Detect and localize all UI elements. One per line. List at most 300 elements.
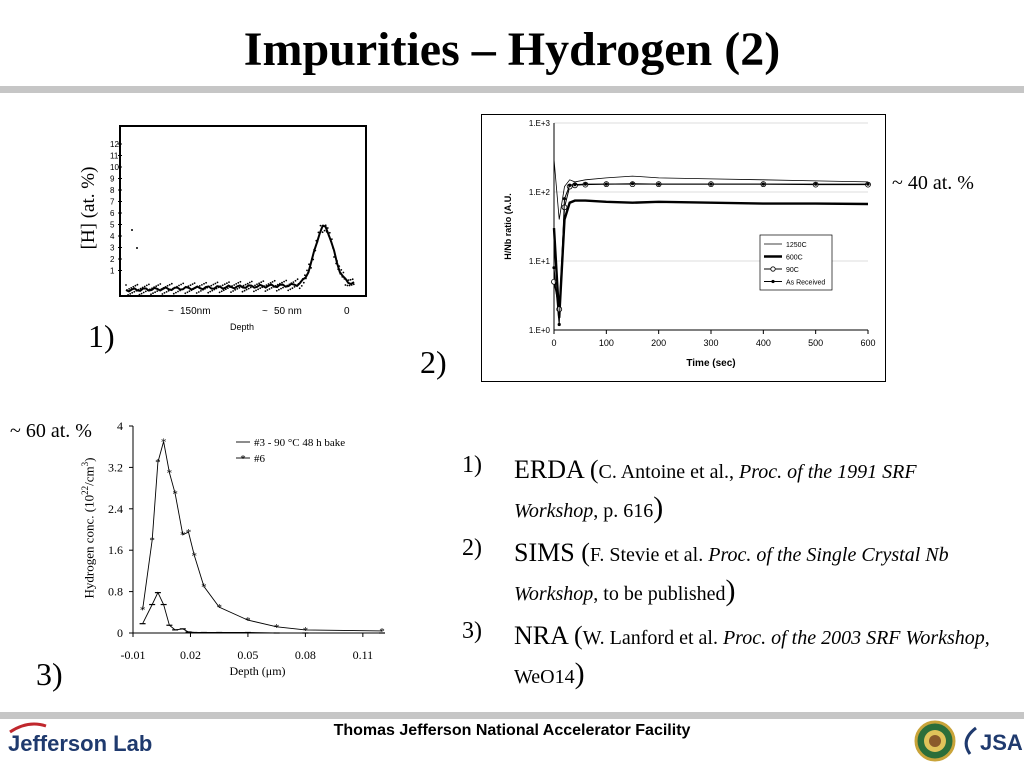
figure-1-data-point [275, 285, 277, 287]
figure-1-data-point [219, 292, 221, 294]
figure-1-data-point [143, 292, 145, 294]
figure-1-data-point [175, 292, 177, 294]
figure-1-data-point [204, 288, 206, 290]
reference-number: 3) [462, 618, 482, 644]
figure-1-data-point [265, 290, 267, 292]
figure-1-annot-left-text: 150nm [180, 306, 211, 317]
figure-1-data-point [236, 288, 238, 290]
figure-1-data-point [183, 288, 185, 290]
figure-2-x-tick-label: 300 [703, 338, 719, 348]
figure-1-data-point [136, 247, 138, 249]
figure-3-note: ~ 60 at. % [10, 420, 92, 442]
figure-1-data-point [267, 289, 269, 291]
figure-1-data-point [198, 291, 200, 293]
figure-1-data-point [145, 291, 147, 293]
figure-1-data-point [141, 293, 143, 295]
figure-1-data-point [332, 247, 334, 249]
figure-1-data-point [311, 257, 313, 259]
figure-1-data-point [230, 291, 232, 293]
figure-1-data-point [327, 227, 329, 229]
figure-2-legend-marker [771, 280, 774, 283]
figure-1-data-point [295, 280, 297, 282]
figure-2-x-tick-label: 500 [808, 338, 824, 348]
figure-1-data-point [173, 293, 175, 295]
jsa-logo [962, 722, 1023, 755]
figure-1-data-point [352, 278, 354, 280]
figure-3-legend-label: #3 - 90 °C 48 h bake [254, 437, 346, 449]
figure-1-data-point [170, 289, 172, 291]
figure-1-data-point [189, 290, 191, 292]
figure-1-data-point [129, 293, 131, 295]
jefferson-lab-swoosh-icon [8, 722, 48, 734]
figure-1-data-point [200, 290, 202, 292]
figure-3-number: 3) [36, 656, 63, 692]
figure-3-ylabel-sup1: 22 [80, 485, 90, 495]
figure-1-y-tick-label: 3 [110, 243, 115, 253]
figure-3-ylabel-sup2: 3 [80, 461, 90, 467]
figure-1-data-point [152, 292, 154, 294]
figure-1-data-point [164, 292, 166, 294]
figure-1-data-point [232, 290, 234, 292]
figure-1-data-point [211, 290, 213, 292]
figure-2-data-point [631, 182, 634, 185]
figure-1-y-tick-label: 12 [110, 140, 119, 149]
figure-2-xlabel: Time (sec) [686, 358, 736, 369]
figure-1-data-point [225, 288, 227, 290]
jefferson-lab-wordmark: Jefferson Lab [8, 731, 153, 756]
figure-2-data-point [552, 266, 555, 269]
figure-1-data-point [251, 281, 253, 283]
jsa-swoosh-icon [960, 726, 980, 756]
figure-1-data-point [137, 284, 139, 286]
figure-1-data-point [321, 228, 323, 230]
reference-item [462, 452, 1002, 529]
figure-1-data-point [150, 293, 152, 295]
figure-1-data-point [188, 285, 190, 287]
figure-1-data-point [259, 287, 261, 289]
reference-authors: W. Lanford et al. [582, 627, 723, 649]
figure-1-data-point [235, 283, 237, 285]
figure-1-data-point [192, 283, 194, 285]
figure-1-data-point [131, 292, 133, 294]
figure-1-data-point [168, 290, 170, 292]
figure-1-data-point [286, 285, 288, 287]
figure-1-data-point [179, 290, 181, 292]
reference-item [462, 535, 1002, 612]
figure-1-data-point [196, 292, 198, 294]
figure-1-data-point [252, 286, 254, 288]
figure-1-annot-mid-tilde: ~ [262, 306, 268, 317]
figure-1-data-point [305, 278, 307, 280]
figure-3-data-point: * [180, 529, 186, 542]
figure-3-ylabel-mid: /cm [81, 466, 97, 486]
figure-1-data-point [213, 284, 215, 286]
figure-1-data-point [244, 290, 246, 292]
figure-1-data-point [339, 273, 341, 275]
figure-2-note: ~ 40 at. % [892, 172, 974, 194]
figure-1-data-point [330, 240, 332, 242]
reference-authors: F. Stevie et al. [589, 544, 709, 566]
figure-1-data-point [125, 284, 127, 286]
figure-1-data-point [281, 282, 283, 284]
figure-1-data-point [319, 233, 321, 235]
figure-1-data-point [285, 280, 287, 282]
figure-1-data-point [262, 280, 264, 282]
figure-3-data-point: * [379, 625, 385, 638]
reference-close: ) [725, 574, 736, 607]
figure-1-data-point [299, 287, 301, 289]
figure-1-data-point [300, 281, 302, 283]
figure-2-x-tick-label: 200 [651, 338, 667, 348]
figure-1-annot-zero: 0 [344, 306, 350, 317]
figure-1-y-tick-label: 11 [110, 151, 119, 161]
figure-1-data-point [149, 288, 151, 290]
figure-2-ylabel: H/Nb ratio (A.U. [503, 193, 513, 260]
figure-3-data-point: * [160, 436, 167, 449]
figure-1-data-point [142, 287, 144, 289]
figure-1-data-point [250, 287, 252, 289]
figure-1-erda-plot [76, 118, 376, 338]
figure-1-data-point [140, 288, 142, 290]
figure-1-data-point [278, 289, 280, 291]
figure-1-data-point [136, 290, 138, 292]
figure-1-data-point [293, 281, 295, 283]
figure-3-data-point: * [172, 488, 178, 501]
figure-1-data-point [254, 285, 256, 287]
reference-tail: , p. 616 [593, 500, 654, 522]
figure-1-data-point [315, 240, 317, 242]
figure-2-y-tick-label: 1.E+1 [528, 257, 550, 266]
figure-1-data-point [306, 270, 308, 272]
figure-1-data-point [138, 289, 140, 291]
figure-1-data-point [280, 288, 282, 290]
figure-1-data-point [253, 291, 255, 293]
figure-1-data-point [237, 282, 239, 284]
figure-1-data-point [309, 265, 311, 267]
figure-1-y-tick-label: 1 [110, 266, 115, 276]
figure-1-data-point [217, 282, 219, 284]
figure-2-data-point [605, 183, 608, 186]
figure-1-data-point [214, 289, 216, 291]
figure-1-data-point [216, 288, 218, 290]
figure-1-data-point [231, 285, 233, 287]
figure-3-data-point: * [245, 615, 251, 628]
figure-2-number: 2) [420, 344, 447, 380]
figure-1-data-point [193, 288, 195, 290]
figure-3-data-point: * [149, 534, 155, 547]
figure-1-data-point [163, 287, 165, 289]
figure-2-data-point [866, 183, 869, 186]
figure-1-data-point [215, 283, 217, 285]
figure-1-data-point [271, 287, 273, 289]
figure-3-data-point: * [139, 604, 146, 617]
figure-1-data-point [272, 281, 274, 283]
figure-1-data-point [320, 225, 322, 227]
figure-2-sims-chart [481, 114, 885, 382]
figure-1-data-point [335, 263, 337, 265]
reference-close: ) [574, 657, 585, 690]
figure-1-data-point [146, 285, 148, 287]
figure-1-data-point [180, 284, 182, 286]
figure-1-data-point [273, 286, 275, 288]
figure-1-data-point [310, 267, 312, 269]
reference-method: SIMS ( [514, 538, 590, 567]
figure-2-x-tick-label: 400 [755, 338, 771, 348]
figure-1-data-point [255, 290, 257, 292]
figure-2-data-point [558, 323, 561, 326]
figure-1-data-point [326, 231, 328, 233]
reference-list [462, 452, 1002, 701]
figure-1-data-point [190, 284, 192, 286]
reference-text [514, 452, 1002, 529]
slide-title: Impurities – Hydrogen (2) [243, 23, 781, 76]
figure-1-data-point [181, 289, 183, 291]
figure-1-data-point [297, 278, 299, 280]
figure-1-data-point [165, 286, 167, 288]
figure-1-data-point [187, 291, 189, 293]
figure-2-data-point [709, 183, 712, 186]
figure-2-series-line [554, 159, 868, 219]
figure-2-data-point [573, 183, 576, 186]
figure-1-data-point [304, 274, 306, 276]
figure-3-x-tick-label: 0.11 [352, 648, 374, 662]
figure-1-data-point [322, 231, 324, 233]
figure-3-data-point: * [302, 624, 309, 637]
reference-method: ERDA ( [514, 455, 599, 484]
figure-1-y-tick-label: 4 [110, 232, 115, 241]
figure-1-data-point [247, 283, 249, 285]
figure-1-y-tick-label: 9 [110, 174, 115, 184]
figure-1-data-point [182, 283, 184, 285]
figure-1-number: 1) [88, 318, 115, 354]
reference-text [514, 618, 1002, 695]
figure-1-data-point [338, 265, 340, 267]
figure-1-data-point [302, 278, 304, 280]
figure-1-data-point [202, 289, 204, 291]
reference-venue: Proc. of the 1991 SRF Workshop [514, 461, 917, 522]
figure-2-legend-label: 600C [786, 254, 803, 262]
figure-1-data-point [351, 284, 353, 286]
figure-1-data-point [157, 284, 159, 286]
figure-2-data-point [584, 183, 587, 186]
figure-3-data-point: * [155, 457, 161, 470]
figure-3-x-tick-label: 0.05 [237, 648, 259, 662]
figure-2-y-tick-label: 1.E+0 [528, 326, 550, 335]
figure-2-legend-label: 1250C [786, 242, 807, 249]
figure-3-y-tick-label: 3.2 [108, 460, 123, 475]
figure-1-data-point [178, 285, 180, 287]
figure-1-data-point [205, 282, 207, 284]
figure-3-ylabel-prefix: Hydrogen conc. (10 [81, 494, 97, 599]
figure-1-data-point [224, 283, 226, 285]
figure-1-data-point [159, 283, 161, 285]
figure-1-annot-mid: 50 nm [274, 306, 302, 317]
figure-1-data-point [139, 294, 141, 296]
figure-3-xlabel: Depth (μm) [229, 664, 286, 678]
figure-1-data-point [345, 284, 347, 286]
figure-1-y-tick-label: 10 [110, 163, 119, 172]
figure-1-data-point [303, 282, 305, 284]
figure-1-y-tick-label: 2 [110, 255, 115, 264]
figure-1-data-point [298, 283, 300, 285]
figure-1-data-point [161, 288, 163, 290]
figure-1-data-point [257, 288, 259, 290]
figure-1-data-point [133, 291, 135, 293]
figure-1-data-point [218, 287, 220, 289]
figure-1-data-point [245, 284, 247, 286]
figure-1-data-point [147, 290, 149, 292]
figure-1-data-point [209, 291, 211, 293]
figure-1-data-point [223, 289, 225, 291]
figure-1-data-point [135, 285, 137, 287]
figure-1-data-point [336, 260, 338, 262]
figure-1-data-point [307, 272, 309, 274]
figure-1-data-point [282, 287, 284, 289]
figure-1-data-point [242, 291, 244, 293]
figure-1-y-tick-label: 7 [110, 197, 115, 207]
figure-3-y-tick-label: 0.8 [108, 584, 123, 599]
figure-3-x-tick-label: 0.02 [179, 648, 201, 662]
figure-1-data-point [343, 272, 345, 274]
figure-1-data-point [269, 288, 271, 290]
figure-1-data-point [153, 286, 155, 288]
figure-1-data-point [207, 292, 209, 294]
reference-number: 1) [462, 452, 482, 478]
figure-1-data-point [287, 290, 289, 292]
figure-1-data-point [227, 287, 229, 289]
figure-1-data-point [126, 289, 128, 291]
figure-1-y-tick-label: 5 [110, 220, 115, 230]
figure-1-data-point [199, 285, 201, 287]
figure-1-data-point [194, 282, 196, 284]
figure-2-y-tick-label: 1.E+2 [528, 188, 550, 197]
figure-1-data-point [270, 282, 272, 284]
figure-1-data-point [228, 281, 230, 283]
figure-1-data-point [346, 279, 348, 281]
figure-1-data-point [261, 286, 263, 288]
figure-1-data-point [323, 225, 325, 227]
figure-1-data-point [331, 238, 333, 240]
figure-1-data-point [130, 287, 132, 289]
figure-1-data-point [329, 232, 331, 234]
figure-3-data-point: * [201, 581, 207, 594]
figure-1-data-point [258, 282, 260, 284]
figure-1-data-point [154, 291, 156, 293]
top-divider [0, 86, 1024, 93]
figure-3-nra-chart [60, 412, 400, 692]
doe-seal-icon [914, 720, 956, 762]
figure-2-x-tick-label: 100 [598, 338, 614, 348]
figure-1-frame [120, 126, 366, 296]
figure-1-data-point [177, 291, 179, 293]
figure-1-data-point [328, 235, 330, 237]
figure-1-data-point [277, 284, 279, 286]
figure-1-data-point [283, 281, 285, 283]
figure-1-annot-left: ~ [168, 306, 174, 317]
figure-1-data-point [248, 288, 250, 290]
figure-1-data-point [156, 290, 158, 292]
figure-1-data-point [241, 286, 243, 288]
figure-3-ylabel-suffix: ) [81, 457, 97, 462]
figure-1-data-point [349, 285, 351, 287]
figure-1-data-point [174, 287, 176, 289]
figure-2-data-point [563, 197, 566, 200]
figure-1-data-point [222, 284, 224, 286]
figure-1-xlabel: Depth [230, 322, 255, 332]
figure-1-data-point [191, 289, 193, 291]
figure-1-data-point [246, 289, 248, 291]
reference-tail: , to be published [593, 583, 726, 605]
footer-org: Thomas Jefferson National Accelerator Facility [333, 722, 691, 739]
figure-1-data-point [274, 280, 276, 282]
figure-1-data-point [243, 285, 245, 287]
figure-1-data-point [185, 286, 187, 288]
figure-1-data-point [347, 285, 349, 287]
figure-3-y-tick-label: 0 [117, 626, 123, 640]
figure-1-data-point [220, 285, 222, 287]
reference-tail: , WeO14 [514, 627, 990, 688]
figure-3-ylabel [80, 418, 97, 638]
figure-1-data-point [144, 286, 146, 288]
figure-1-data-point [291, 282, 293, 284]
figure-3-x-tick-label: -0.01 [120, 648, 146, 662]
figure-1-data-point [263, 285, 265, 287]
figure-1-data-point [284, 286, 286, 288]
figure-1-y-tick-label: 6 [110, 209, 115, 218]
figure-1-data-point [166, 291, 168, 293]
figure-3-data-point: * [273, 621, 280, 634]
figure-1-data-point [158, 289, 160, 291]
figure-1-data-point [350, 279, 352, 281]
figure-1-data-point [341, 276, 343, 278]
figure-1-data-point [208, 286, 210, 288]
figure-1-data-point [249, 282, 251, 284]
figure-1-data-point [221, 290, 223, 292]
jefferson-lab-logo [8, 731, 152, 757]
figure-3-data-point: * [191, 550, 198, 563]
figure-2-data-point [568, 184, 571, 187]
figure-1-data-point [167, 285, 169, 287]
figure-1-data-point [169, 284, 171, 286]
figure-3-legend-marker: * [240, 453, 246, 465]
figure-1-data-point [276, 290, 278, 292]
figure-1-data-point [234, 289, 236, 291]
figure-1-data-point [266, 284, 268, 286]
figure-2-legend-label: 90C [786, 267, 799, 274]
figure-3-data-point: * [185, 527, 192, 540]
figure-2-data-point [814, 183, 817, 186]
jsa-wordmark: JSA [980, 730, 1023, 755]
figure-1-data-point [201, 284, 203, 286]
figure-1-data-point [195, 287, 197, 289]
figure-1-data-point [292, 287, 294, 289]
figure-2-legend-marker [771, 267, 775, 271]
figure-1-data-point [226, 282, 228, 284]
figure-1-data-point [337, 268, 339, 270]
figure-1-data-point [289, 288, 291, 290]
figure-1-data-point [340, 269, 342, 271]
figure-1-data-point [162, 293, 164, 295]
figure-1-data-point [348, 279, 350, 281]
figure-3-data-point: * [216, 602, 222, 615]
figure-1-data-point [260, 281, 262, 283]
figure-1-data-point [256, 283, 258, 285]
reference-authors: C. Antoine et al., [598, 461, 740, 483]
figure-1-data-point [151, 287, 153, 289]
reference-venue: Proc. of the 2003 SRF Workshop [722, 627, 985, 649]
figure-1-data-point [203, 283, 205, 285]
figure-1-data-point [172, 288, 174, 290]
